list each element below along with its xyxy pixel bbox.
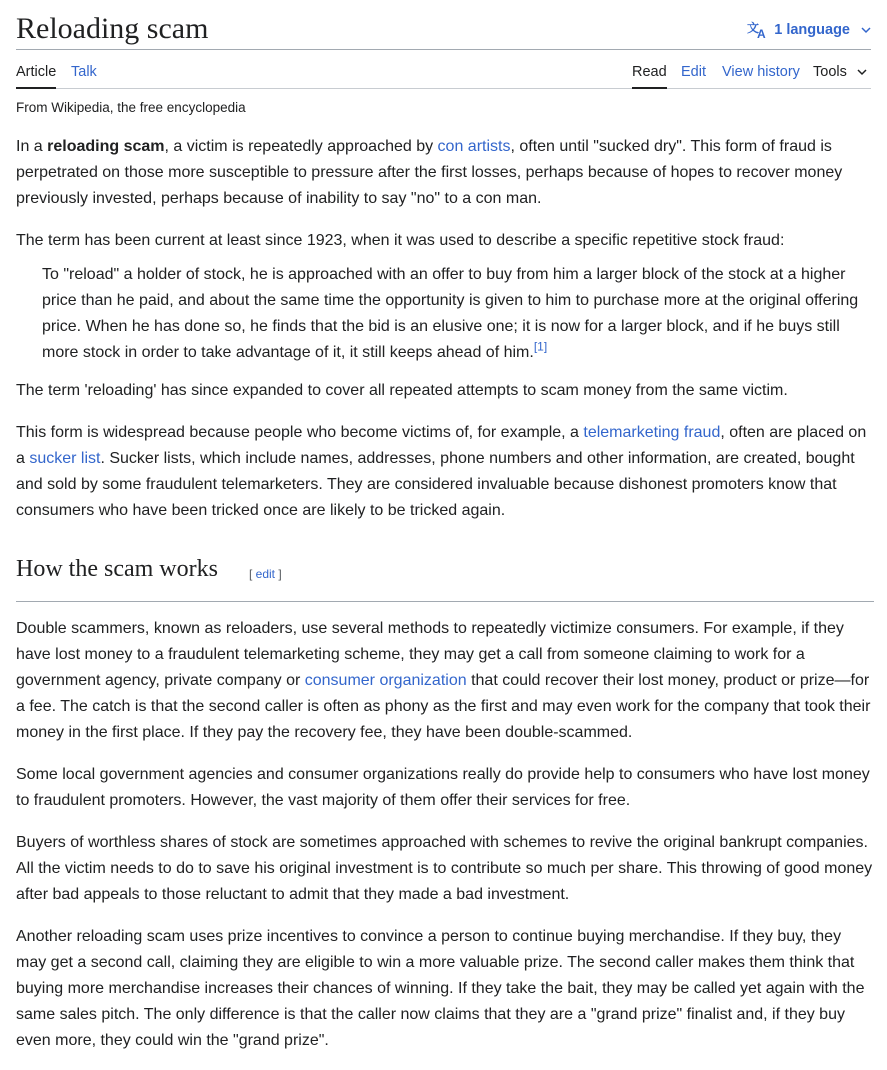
tab-view-history[interactable]: View history <box>722 64 800 80</box>
section-edit-link[interactable]: edit <box>255 567 276 581</box>
tab-article[interactable]: Article <box>16 63 56 89</box>
page-tabs <box>16 50 871 89</box>
link-con-artists[interactable]: con artists <box>437 138 511 155</box>
tools-menu[interactable] <box>813 63 867 81</box>
reference-link[interactable]: [1] <box>533 339 548 354</box>
section-paragraph-4: Another reloading scam uses prize incentives to convince a person to continue buying merchandise. If they buy, they may get a second call, claiming they are eligible to win a more valuable prize. The second caller makes them think that buying more merchandise increases their chances of winning. If they take the bait, they may be called yet again with the same sales pitch. The only difference is that the caller now claims that they are a "grand prize" finalist and, if they buy even more, they could win the "grand prize". <box>16 928 865 1049</box>
tools-label: Tools <box>813 64 847 80</box>
tab-talk[interactable]: Talk <box>71 64 97 80</box>
translate-icon <box>747 21 769 39</box>
intro-paragraph-4: This form is widespread because people who become victims of, for example, a telemarketing fraud, often are placed on a sucker list. Sucker lists, which include names, addresses, phone numbers and other information, are created, bought and sold by some fraudulent telemarketers. They are considered invaluable because dishonest promoters know that consumers who have been tricked once are likely to be tricked again. <box>16 424 867 519</box>
language-label: 1 language <box>774 22 850 38</box>
bold-term: reloading scam <box>47 138 165 155</box>
section-paragraph-1: Double scammers, known as reloaders, use several methods to repeatedly victimize consumers. For example, if they have lost money to a fraudulent telemarketing scheme, they may get a call from someone claiming to work for a government agency, private company or consumer organization that could recover their lost money, product or prize—for a fee. The catch is that the second caller is often as phony as the first and may even work for the company that took their money in the first place. If they pay the recovery fee, they have been double-scammed. <box>16 620 871 741</box>
article-page <box>16 0 873 1049</box>
tagline: From Wikipedia, the free encyclopedia <box>16 100 246 115</box>
section-header <box>16 556 874 602</box>
quote-block: To "reload" a holder of stock, he is approached with an offer to buy from him a larger block of the stock at a higher price than he paid, and about the same time the opportunity is given to him to purchase more at the original offering price. When he has done so, he finds that the bid is an elusive one; it is now for a larger block, and if he buys still more stock in order to take advantage of it, it still keeps ahead of him.[1] <box>42 266 859 361</box>
svg-text:文: 文 <box>747 21 760 35</box>
svg-text:A: A <box>757 27 766 39</box>
tab-edit[interactable]: Edit <box>681 64 706 80</box>
section-paragraph-3: Buyers of worthless shares of stock are sometimes approached with schemes to revive the original bankrupt companies. All the victim needs to do to save his original investment is to contribute so much per share. This throwing of good money after bad appeals to those reluctant to admit that they made a bad investment. <box>16 834 873 903</box>
page-title: Reloading scam <box>16 12 209 45</box>
intro-paragraph-1: In a reloading scam, a victim is repeatedly approached by con artists, often until "sucked dry". This form of fraud is perpetrated on those more susceptible to pressure after the first losses, perhaps because of hopes to recover money previously invested, perhaps because of inability to say "no" to a con man. <box>16 138 843 207</box>
link-sucker-list[interactable]: sucker list <box>29 450 101 467</box>
section-heading: How the scam works <box>16 556 218 582</box>
link-consumer-organization[interactable]: consumer organization <box>304 672 467 689</box>
section-edit: [ edit ] <box>249 567 282 581</box>
title-row <box>16 0 871 50</box>
intro-paragraph-2: The term has been current at least since 1923, when it was used to describe a specific repetitive stock fraud: <box>16 232 785 249</box>
intro-paragraph-3: The term 'reloading' has since expanded to cover all repeated attempts to scam money from the same victim. <box>16 382 788 399</box>
chevron-down-icon <box>861 26 871 34</box>
tab-read[interactable]: Read <box>632 63 667 89</box>
section-paragraph-2: Some local government agencies and consumer organizations really do provide help to consumers who have lost money to fraudulent promoters. However, the vast majority of them offer their services for free. <box>16 766 870 809</box>
link-telemarketing-fraud[interactable]: telemarketing fraud <box>583 424 721 441</box>
article-body <box>16 134 874 1070</box>
chevron-down-icon <box>857 68 867 76</box>
language-button[interactable] <box>747 19 871 41</box>
